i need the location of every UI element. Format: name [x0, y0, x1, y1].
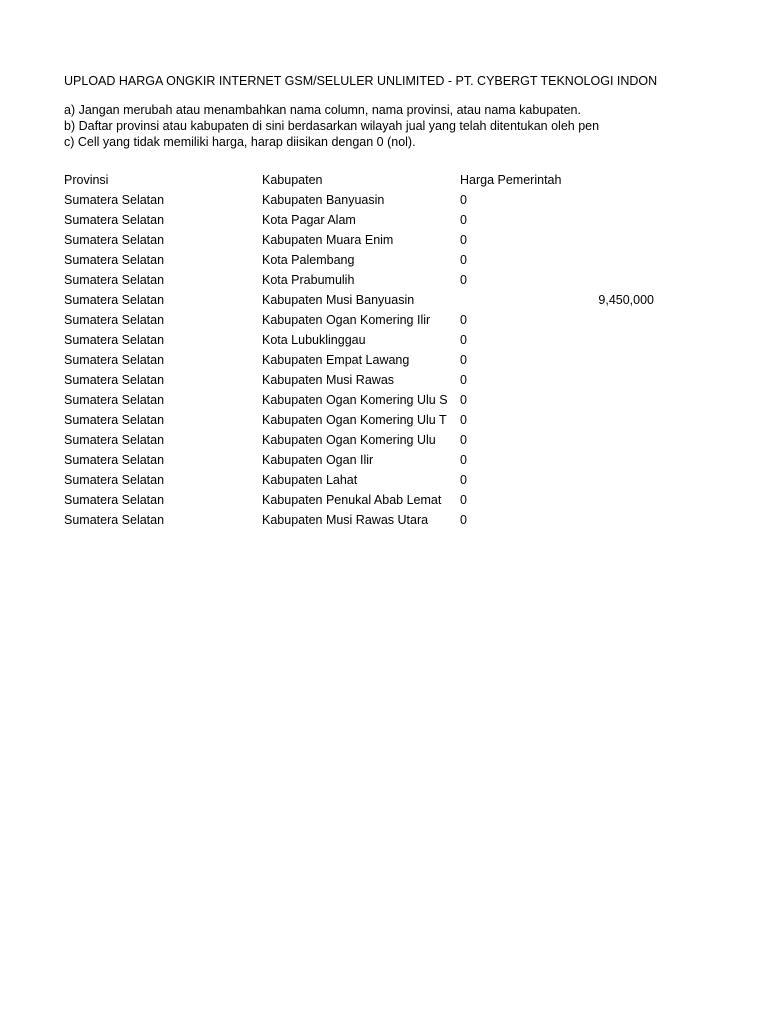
header-harga-pemerintah: Harga Pemerintah [460, 173, 562, 187]
cell-harga-pemerintah[interactable]: 0 [460, 313, 467, 327]
cell-kabupaten[interactable]: Kabupaten Ogan Komering Ulu [262, 433, 436, 447]
cell-harga-pemerintah[interactable]: 0 [460, 373, 467, 387]
cell-harga-pemerintah[interactable]: 0 [460, 333, 467, 347]
cell-provinsi[interactable]: Sumatera Selatan [64, 513, 165, 527]
header-kabupaten: Kabupaten [262, 173, 323, 187]
table-body [64, 190, 704, 530]
cell-kabupaten[interactable]: Kabupaten Muara Enim [262, 233, 394, 247]
table-header-row [64, 170, 704, 190]
table-row [64, 310, 704, 330]
cell-kabupaten[interactable]: Kabupaten Musi Rawas Utara [262, 513, 429, 527]
instruction-a: a) Jangan merubah atau menambahkan nama column, nama provinsi, atau nama kabupaten. [64, 103, 581, 117]
cell-kabupaten[interactable]: Kota Palembang [262, 253, 355, 267]
cell-kabupaten[interactable]: Kabupaten Penukal Abab Lemat [262, 493, 442, 507]
cell-provinsi[interactable]: Sumatera Selatan [64, 353, 165, 367]
cell-kabupaten[interactable]: Kabupaten Musi Banyuasin [262, 293, 415, 307]
document-title: UPLOAD HARGA ONGKIR INTERNET GSM/SELULER UNLIMITED - PT. CYBERGT TEKNOLOGI INDON [64, 74, 658, 88]
cell-harga-pemerintah[interactable]: 9,450,000 [598, 293, 654, 307]
cell-harga-pemerintah[interactable]: 0 [460, 273, 467, 287]
table-row [64, 350, 704, 370]
cell-provinsi[interactable]: Sumatera Selatan [64, 393, 165, 407]
cell-kabupaten[interactable]: Kabupaten Musi Rawas [262, 373, 395, 387]
cell-harga-pemerintah[interactable]: 0 [460, 413, 467, 427]
table-row [64, 430, 704, 450]
table-row [64, 250, 704, 270]
table-row [64, 370, 704, 390]
table-row [64, 470, 704, 490]
cell-harga-pemerintah[interactable]: 0 [460, 193, 467, 207]
table-row [64, 330, 704, 350]
header-provinsi: Provinsi [64, 173, 109, 187]
table-row [64, 190, 704, 210]
table-row [64, 290, 704, 310]
cell-provinsi[interactable]: Sumatera Selatan [64, 293, 165, 307]
cell-harga-pemerintah[interactable]: 0 [460, 253, 467, 267]
cell-provinsi[interactable]: Sumatera Selatan [64, 313, 165, 327]
cell-harga-pemerintah[interactable]: 0 [460, 353, 467, 367]
cell-provinsi[interactable]: Sumatera Selatan [64, 273, 165, 287]
cell-harga-pemerintah[interactable]: 0 [460, 393, 467, 407]
table-row [64, 230, 704, 250]
cell-provinsi[interactable]: Sumatera Selatan [64, 433, 165, 447]
spreadsheet-page [64, 72, 704, 530]
cell-provinsi[interactable]: Sumatera Selatan [64, 413, 165, 427]
cell-kabupaten[interactable]: Kabupaten Ogan Komering Ilir [262, 313, 431, 327]
cell-kabupaten[interactable]: Kabupaten Ogan Komering Ulu S [262, 393, 448, 407]
cell-provinsi[interactable]: Sumatera Selatan [64, 473, 165, 487]
instructions [64, 102, 704, 150]
table-row [64, 410, 704, 430]
table-row [64, 510, 704, 530]
table-row [64, 270, 704, 290]
cell-harga-pemerintah[interactable]: 0 [460, 453, 467, 467]
cell-provinsi[interactable]: Sumatera Selatan [64, 453, 165, 467]
cell-provinsi[interactable]: Sumatera Selatan [64, 493, 165, 507]
cell-kabupaten[interactable]: Kabupaten Lahat [262, 473, 358, 487]
cell-kabupaten[interactable]: Kota Prabumulih [262, 273, 355, 287]
cell-kabupaten[interactable]: Kabupaten Banyuasin [262, 193, 385, 207]
cell-kabupaten[interactable]: Kabupaten Ogan Ilir [262, 453, 374, 467]
cell-provinsi[interactable]: Sumatera Selatan [64, 333, 165, 347]
cell-kabupaten[interactable]: Kota Pagar Alam [262, 213, 356, 227]
price-table [64, 170, 704, 530]
cell-provinsi[interactable]: Sumatera Selatan [64, 233, 165, 247]
table-row [64, 210, 704, 230]
instruction-c: c) Cell yang tidak memiliki harga, harap diisikan dengan 0 (nol). [64, 135, 416, 149]
cell-kabupaten[interactable]: Kabupaten Ogan Komering Ulu T [262, 413, 447, 427]
cell-harga-pemerintah[interactable]: 0 [460, 213, 467, 227]
table-row [64, 390, 704, 410]
instruction-b: b) Daftar provinsi atau kabupaten di sini berdasarkan wilayah jual yang telah ditentukan oleh pen [64, 119, 600, 133]
cell-harga-pemerintah[interactable]: 0 [460, 233, 467, 247]
table-row [64, 490, 704, 510]
cell-kabupaten[interactable]: Kota Lubuklinggau [262, 333, 366, 347]
cell-harga-pemerintah[interactable]: 0 [460, 493, 467, 507]
cell-provinsi[interactable]: Sumatera Selatan [64, 253, 165, 267]
cell-provinsi[interactable]: Sumatera Selatan [64, 373, 165, 387]
cell-provinsi[interactable]: Sumatera Selatan [64, 193, 165, 207]
table-row [64, 450, 704, 470]
cell-kabupaten[interactable]: Kabupaten Empat Lawang [262, 353, 410, 367]
cell-harga-pemerintah[interactable]: 0 [460, 473, 467, 487]
cell-harga-pemerintah[interactable]: 0 [460, 513, 467, 527]
cell-harga-pemerintah[interactable]: 0 [460, 433, 467, 447]
cell-provinsi[interactable]: Sumatera Selatan [64, 213, 165, 227]
